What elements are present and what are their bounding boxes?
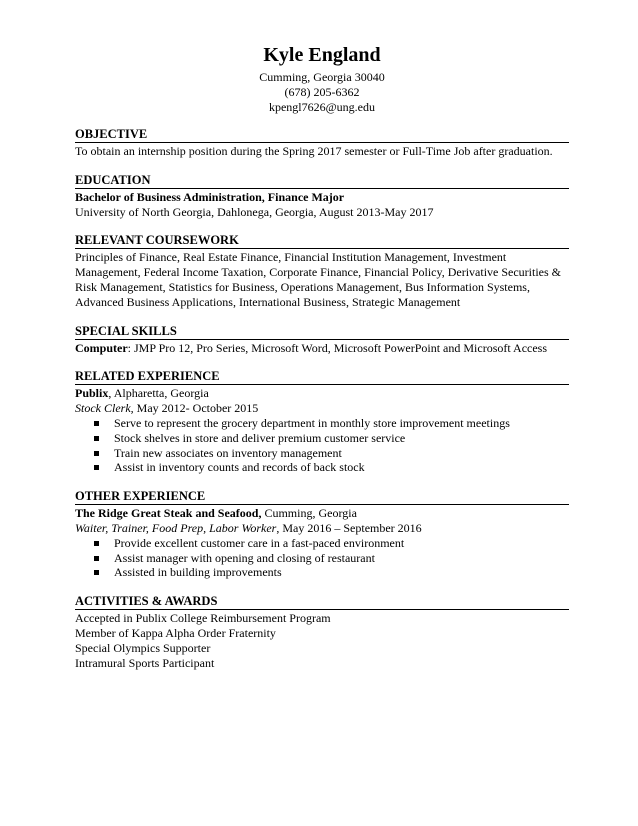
coursework-heading: RELEVANT COURSEWORK [75,233,569,249]
list-item: Assisted in building improvements [94,565,569,580]
activity-item: Accepted in Publix College Reimbursement Program [75,611,331,626]
related-experience-section [75,369,569,475]
other-role: Waiter, Trainer, Food Prep, Labor Worker [75,520,277,535]
list-item: Stock shelves in store and deliver premium customer service [94,431,569,446]
education-section [75,173,569,220]
email: kpengl7626@ung.edu [268,100,376,114]
related-location: , Alpharetta, Georgia [108,386,209,401]
other-employer-line [75,506,569,521]
other-experience-heading: OTHER EXPERIENCE [75,489,569,505]
address: Cumming, Georgia 30040 [259,70,385,84]
objective-section [75,127,569,159]
other-employer: The Ridge Great Steak and Seafood, [75,506,262,521]
objective-heading: OBJECTIVE [75,127,569,143]
coursework-text: Principles of Finance, Real Estate Finance, Financial Institution Management, Investment Management, Federal Income Taxation, Corporate Finance, Financial Policy, Derivative Securities & Risk Management, Statistics for Business, Operations Management, Bus Information Systems, Advanced Business Applications, International Business, Strategic Management [75,250,562,309]
related-experience-heading: RELATED EXPERIENCE [75,369,569,385]
related-role: Stock Clerk, [75,401,134,416]
degree: Bachelor of Business Administration, Finance Major [75,189,345,204]
skills-label: Computer [75,340,128,355]
resume-header [75,40,569,115]
list-item: Train new associates on inventory management [94,446,569,461]
other-dates: , May 2016 – September 2016 [276,520,422,535]
related-employer-line [75,386,569,401]
related-duties [75,416,569,475]
other-location: Cumming, Georgia [261,506,357,521]
objective-text: To obtain an internship position during the Spring 2017 semester or Full-Time Job after graduation. [75,144,553,158]
list-item: Serve to represent the grocery department in monthly store improvement meetings [94,416,569,431]
related-role-line [75,401,569,416]
activity-item: Member of Kappa Alpha Order Fraternity [75,625,276,640]
school: University of North Georgia, Dahlonega, Georgia, August 2013-May 2017 [75,204,434,219]
skills-text: : JMP Pro 12, Pro Series, Microsoft Word, Microsoft PowerPoint and Microsoft Access [127,340,548,355]
activities-heading: ACTIVITIES & AWARDS [75,594,569,610]
skills-line [75,341,569,356]
related-dates: May 2012- October 2015 [133,401,259,416]
skills-heading: SPECIAL SKILLS [75,324,569,340]
coursework-section [75,233,569,309]
list-item: Provide excellent customer care in a fast-paced environment [94,536,569,551]
candidate-name: Kyle England [263,44,381,66]
activity-item: Special Olympics Supporter [75,640,211,655]
skills-section [75,324,569,356]
phone: (678) 205-6362 [284,85,360,99]
education-heading: EDUCATION [75,173,569,189]
other-duties [75,536,569,580]
other-role-line [75,521,569,536]
list-item: Assist manager with opening and closing of restaurant [94,551,569,566]
activities-section [75,594,569,670]
list-item: Assist in inventory counts and records of back stock [94,460,569,475]
resume-page [75,40,569,670]
related-employer: Publix [75,386,109,401]
other-experience-section [75,489,569,580]
activity-item: Intramural Sports Participant [75,655,215,670]
